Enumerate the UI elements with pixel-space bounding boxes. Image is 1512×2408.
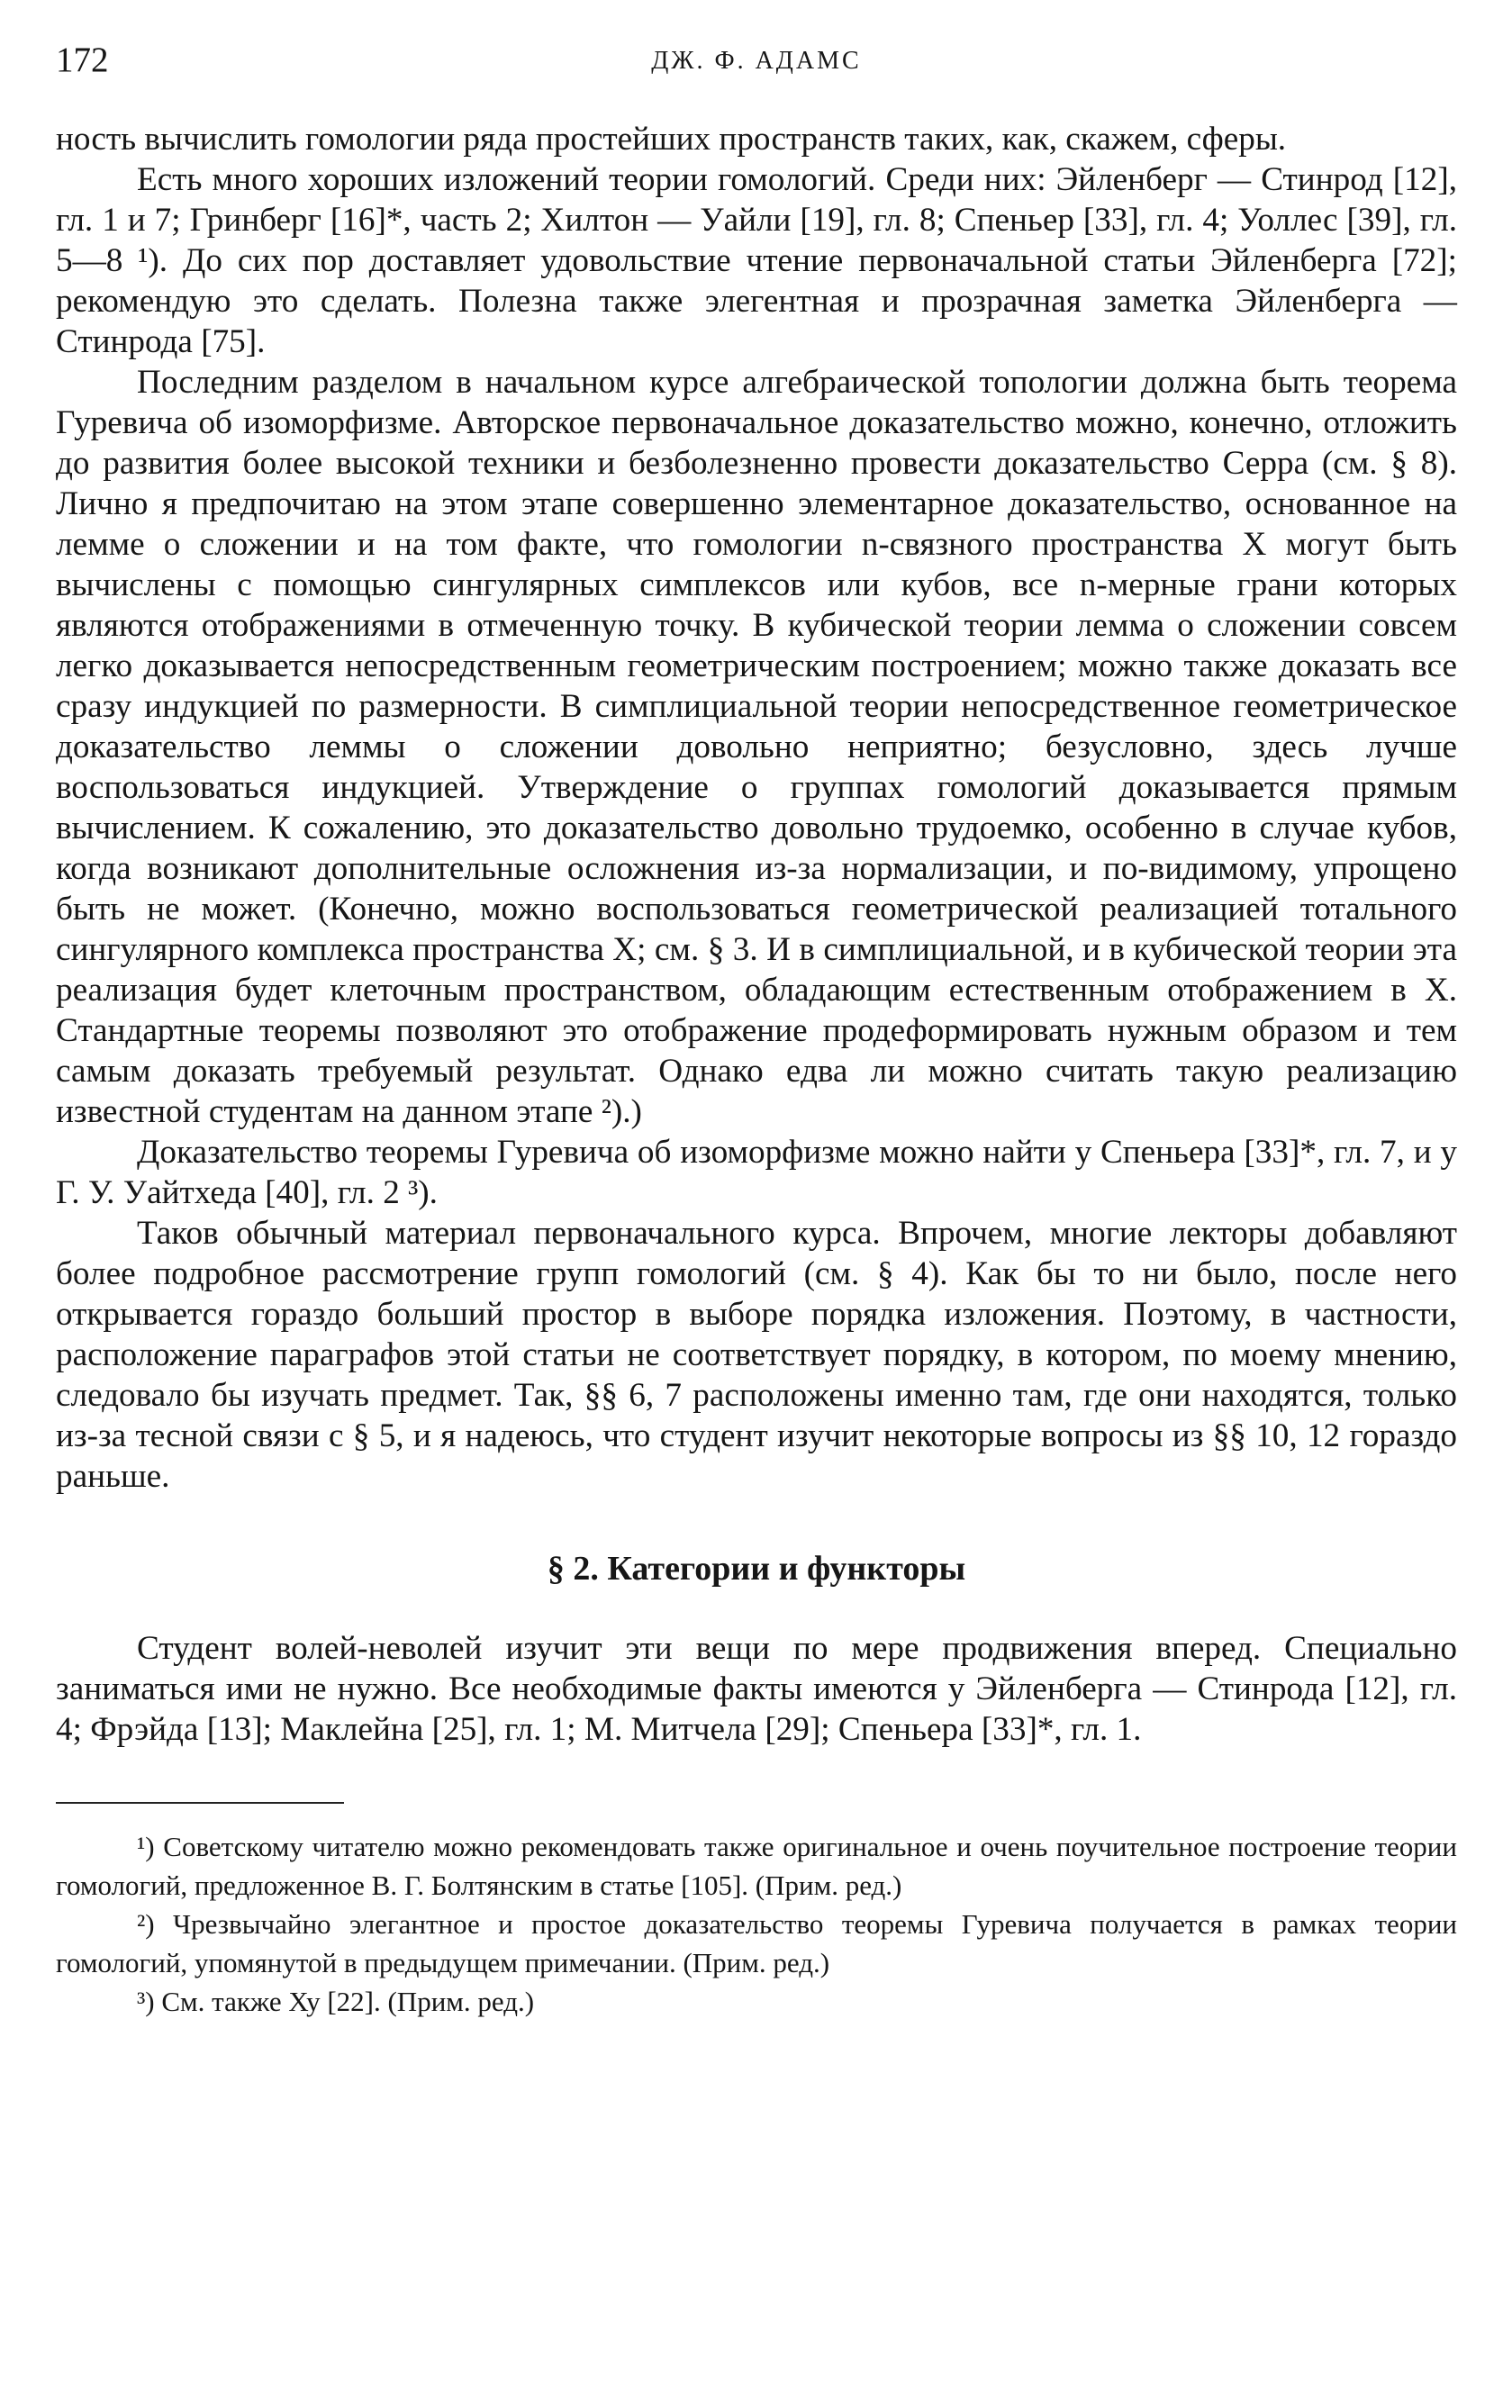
paragraph: Последним разделом в начальном курсе алгебраической топологии должна быть теорема Гуревича об изоморфизме. Авторское первоначальное доказательство можно, конечно, отложить до развития более высокой техники и безболезненно провести доказательство Серра (см. § 8). Лично я предпочитаю на этом этапе совершенно элементарное доказательство, основанное на лемме о сложении и на том факте, что гомологии n-связного пространства X могут быть вычислены с помощью сингулярных симплексов или кубов, все n-мерные грани которых являются отображениями в отмеченную точку. В кубической теории лемма о сложении совсем легко доказывается непосредственным геометрическим построением; можно также доказать все сразу индукцией по размерности. В симплициальной теории непосредственное геометрическое доказательство леммы о сложении довольно неприятно; безусловно, здесь лучше воспользоваться индукцией. Утверждение о группах гомологий доказывается прямым вычислением. К сожалению, это доказательство довольно трудоемко, особенно в случае кубов, когда возникают дополнительные осложнения из-за нормализации, и по-видимому, упрощено быть не может. (Конечно, можно воспользоваться геометрической реализацией тотального сингулярного комплекса пространства X; см. § 3. И в симплициальной, и в кубической теории эта реализация будет клеточным пространством, обладающим естественным отображением в X. Стандартные теоремы позволяют это отображение продеформировать нужным образом и тем самым доказать требуемый результат. Однако едва ли можно считать такую реализацию известной студентам на данном этапе ²).): [56, 364, 1457, 1130]
footnote: ²) Чрезвычайно элегантное и простое доказательство теоремы Гуревича получается в рамках теории гомологий, упомянутой в предыдущем примечании. (Прим. ред.): [56, 1908, 1457, 1978]
section-heading: § 2. Категории и функторы: [547, 1550, 966, 1588]
book-page: [56, 36, 1457, 2021]
paragraph: Студент волей-неволей изучит эти вещи по мере продвижения вперед. Специально заниматься ими не нужно. Все необходимые факты имеются у Эйленберга — Стинрода [12], гл. 4; Фрэйда [13]; Маклейна [25], гл. 1; М. Митчела [29]; Спеньера [33]*, гл. 1.: [56, 1630, 1457, 1748]
paragraph-continuation: ность вычислить гомологии ряда простейших пространств таких, как, скажем, сферы.: [56, 121, 1287, 158]
footnotes: [56, 1827, 1457, 2021]
paragraph: Доказательство теоремы Гуревича об изоморфизме можно найти у Спеньера [33]*, гл. 7, и у Г. У. Уайтхеда [40], гл. 2 ³).: [56, 1134, 1457, 1211]
body-text: [56, 119, 1457, 1750]
paragraph: Есть много хороших изложений теории гомологий. Среди них: Эйленберг — Стинрод [12], гл. 1 и 7; Гринберг [16]*, часть 2; Хилтон — Уайли [19], гл. 8; Спеньер [33], гл. 4; Уоллес [39], гл. 5—8 ¹). До сих пор доставляет удовольствие чтение первоначальной статьи Эйленберга [72]; рекомендую это сделать. Полезна также элегентная и прозрачная заметка Эйленберга — Стинрода [75].: [56, 161, 1457, 360]
footnote: ¹) Советскому читателю можно рекомендовать также оригинальное и очень поучительное построение теории гомологий, предложенное В. Г. Болтянским в статье [105]. (Прим. ред.): [56, 1831, 1457, 1901]
running-head: ДЖ. Ф. АДАМС: [651, 47, 862, 75]
footnote: ³) См. также Ху [22]. (Прим. ред.): [137, 1986, 535, 2017]
page-number: 172: [56, 41, 109, 79]
footnote-divider: [56, 1802, 344, 1804]
paragraph: Таков обычный материал первоначального курса. Впрочем, многие лекторы добавляют более подробное рассмотрение групп гомологий (см. § 4). Как бы то ни было, после него открывается гораздо больший простор в выборе порядка изложения. Поэтому, в частности, расположение параграфов этой статьи не соответствует порядку, в котором, по моему мнению, следовало бы изучать предмет. Так, §§ 6, 7 расположены именно там, где они находятся, только из-за тесной связи с § 5, и я надеюсь, что студент изучит некоторые вопросы из §§ 10, 12 гораздо раньше.: [56, 1215, 1457, 1495]
page-header: [56, 36, 1457, 94]
